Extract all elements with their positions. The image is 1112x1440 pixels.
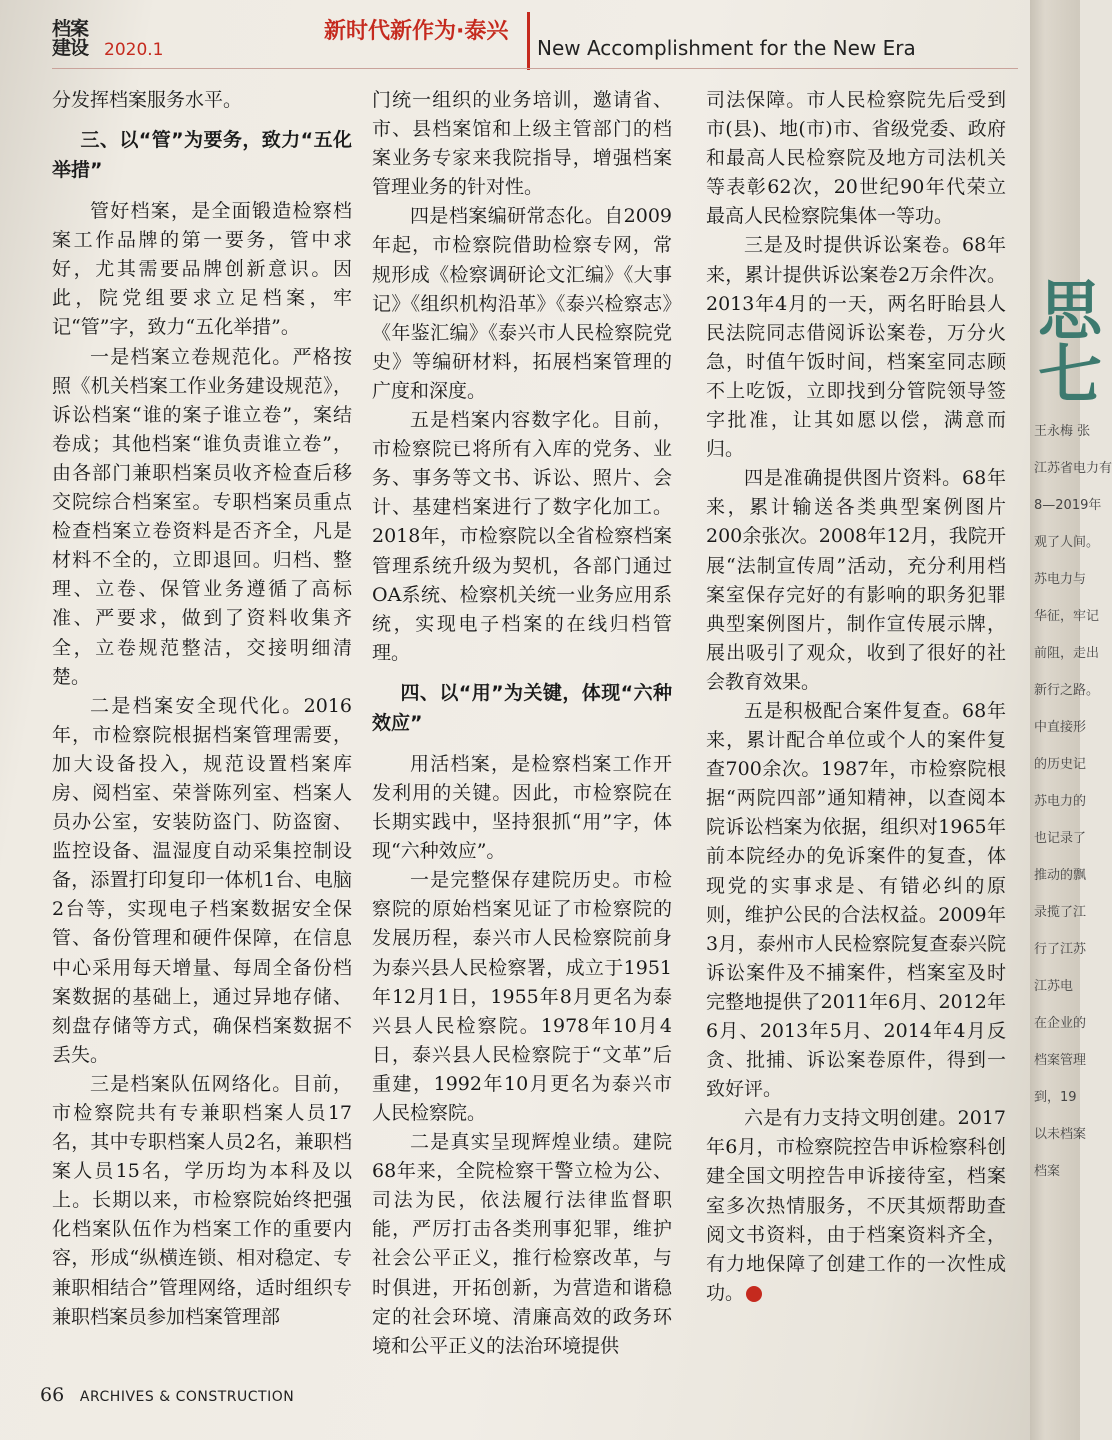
adjacent-text-fragment: 前阻，走出 [1034,646,1100,661]
journal-name: ARCHIVES & CONSTRUCTION [79,1389,295,1405]
adjacent-text-fragment: 华征，牢记 [1034,609,1100,624]
end-mark-icon [746,1286,762,1302]
adjacent-text-fragment: 王永梅 张 [1034,424,1091,439]
page-footer [40,1384,294,1406]
adjacent-text-fragment: 行了江苏 [1034,942,1087,957]
paragraph: 四是准确提供图片资料。68年来，累计输送各类典型案例图片200余张次。2008年12月，我院开展“法制宣传周”活动，充分利用档案室保存完好的有影响的职务犯罪典型案例图片，制作宣传展示牌，展出吸引了观众，收到了很好的社会教育效果。 [706,467,1006,693]
text-column-1 [52,86,352,1332]
adjacent-title-fragment: 思七 [1038,275,1102,413]
adjacent-text-fragment: 档案管理 [1034,1053,1087,1068]
paragraph: 一是完整保存建院历史。市检察院的原始档案见证了市检察院的发展历程，泰兴市人民检察院前身为泰兴县人民检察署，成立于1951年12月1日，1955年8月更名为泰兴县人民检察院。1978年10月4日，泰兴县人民检察院于“文革”后重建，1992年10月更名为泰兴市人民检察院。 [372,869,672,1124]
section-heading: 三、以“管”为要务，致力“五化举措” [52,129,352,182]
paragraph-text: 六是有力支持文明创建。2017年6月，市检察院控告申诉检察科创建全国文明控告申诉接待室，档案室多次热情服务，不厌其烦帮助查阅文书资料，由于档案资料齐全，有力地保障了创建工作的一次性成功。 [706,1107,1006,1304]
adjacent-text-fragment: 江苏电 [1034,979,1074,994]
adjacent-text-fragment: 录揽了江 [1034,905,1087,920]
adjacent-text-fragment: 推动的飘 [1034,868,1087,883]
column-title-en: New Accomplishment for the New Era [537,36,916,60]
adjacent-text-fragment: 以未档案 [1034,1127,1087,1142]
paragraph-final [706,1104,1006,1308]
adjacent-page-edge [1030,0,1112,1440]
logo-line-2: 建设 [52,37,89,59]
column-title-cn: 新时代新作为·泰兴 [324,19,509,44]
header-divider [527,12,530,70]
paragraph: 管好档案，是全面锻造检察档案工作品牌的第一要务，管中求好，尤其需要品牌创新意识。因此，院党组要求立足档案，牢记“管”字，致力“五化举措”。 [52,200,352,339]
adjacent-text-fragment: 江苏省电力有 [1034,461,1112,476]
logo-line-1: 档案 [52,18,89,40]
adjacent-text-fragment: 的历史记 [1034,757,1087,772]
adjacent-text-fragment: 苏电力与 [1034,572,1087,587]
paragraph: 二是真实呈现辉煌业绩。建院68年来，全院检察干警立检为公、司法为民，依法履行法律监督职能，严厉打击各类刑事犯罪，维护社会公平正义，推行检察改革，与时俱进，开拓创新，为营造和谐稳定的社会环境、清廉高效的政务环境和公平正义的法治环境提供 [372,1131,672,1357]
paragraph: 二是档案安全现代化。2016年，市检察院根据档案管理需要，加大设备投入，规范设置档案库房、阅档室、荣誉陈列室、档案人员办公室，安装防盗门、防盗窗、监控设备、温湿度自动采集控制设备，添置打印复印一体机1台、电脑2台等，实现电子档案数据安全保管、备份管理和硬件保障，在信息中心采用每天增量、每周全备份档案数据的基础上，通过异地存储、刻盘存储等方式，确保档案数据不丢失。 [52,694,352,1066]
text-column-2 [372,86,672,1361]
paragraph: 司法保障。市人民检察院先后受到市(县)、地(市)市、省级党委、政府和最高人民检察院及地方司法机关等表彰62次，20世纪90年代荣立最高人民检察院集体一等功。 [706,89,1006,228]
adjacent-text-fragment: 中直接形 [1034,720,1087,735]
paragraph: 四是档案编研常态化。自2009年起，市检察院借助检察专网，常规形成《检察调研论文汇编》《大事记》《组织机构沿革》《泰兴检察志》《年鉴汇编》《泰兴市人民检察院党史》等编研材料，拓展档案管理的广度和深度。 [372,205,672,402]
text-column-3 [706,86,1006,1308]
adjacent-text-fragment: 到，19 [1034,1090,1077,1105]
adjacent-text-fragment: 新行之路。 [1034,683,1100,698]
header-rule [52,68,1018,69]
adjacent-text-fragment: 观了人间。 [1034,535,1100,550]
issue-year: 2020.1 [104,40,164,60]
adjacent-text-fragment: 档案 [1034,1164,1061,1179]
adjacent-text-fragment: 苏电力的 [1034,794,1087,809]
paragraph: 五是档案内容数字化。目前，市检察院已将所有入库的党务、业务、事务等文书、诉讼、照片、会计、基建档案进行了数字化加工。2018年，市检察院以全省检察档案管理系统升级为契机，各部门通过OA系统、检察机关统一业务应用系统，实现电子档案的在线归档管理。 [372,409,672,664]
paragraph: 三是档案队伍网络化。目前，市检察院共有专兼职档案人员17名，其中专职档案人员2名，兼职档案人员15名，学历均为本科及以上。长期以来，市检察院始终把强化档案队伍作为档案工作的重要内容，形成“纵横连锁、相对稳定、专兼职相结合”管理网络，适时组织专兼职档案员参加档案管理部 [52,1072,352,1328]
page-number: 66 [40,1384,65,1406]
adjacent-text-fragment: 在企业的 [1034,1016,1087,1031]
paragraph: 一是档案立卷规范化。严格按照《机关档案工作业务建设规范》，诉讼档案“谁的案子谁立卷”，案结卷成；其他档案“谁负责谁立卷”，由各部门兼职档案员收齐检查后移交院综合档案室。专职档案员重点检查档案立卷资料是否齐全，凡是材料不全的，立即退回。归档、整理、立卷、保管业务遵循了高标准、严要求，做到了资料收集齐全，立卷规范整洁，交接明细清楚。 [52,345,352,688]
paragraph: 分发挥档案服务水平。 [52,89,243,111]
adjacent-text-fragment: 也记录了 [1034,831,1087,846]
journal-logo [52,20,88,58]
paragraph: 用活档案，是检察档案工作开发利用的关键。因此，市检察院在长期实践中，坚持狠抓“用”字，体现“六种效应”。 [372,752,672,863]
paragraph: 三是及时提供诉讼案卷。68年来，累计提供诉讼案卷2万余件次。2013年4月的一天，两名盱眙县人民法院同志借阅诉讼案卷，万分火急，时值午饭时间，档案室同志顾不上吃饭，立即找到分管院领导签字批准，让其如愿以偿，满意而归。 [706,234,1006,461]
adjacent-text-fragment: 8—2019年 [1034,498,1102,513]
paragraph: 五是积极配合案件复查。68年来，累计配合单位或个人的案件复查700余次。1987年，市检察院根据“两院四部”通知精神，以查阅本院诉讼档案为依据，组织对1965年前本院经办的免诉案件的复查，体现党的实事求是、有错必纠的原则，维护公民的合法权益。2009年3月，泰州市人民检察院复查泰兴院诉讼案件及不捕案件，档案室及时完整地提供了2011年6月、2012年6月、2013年5月、2014年4月反贪、批捕、诉讼案卷原件，得到一致好评。 [706,699,1006,1101]
section-heading: 四、以“用”为关键，体现“六种效应” [372,681,672,734]
paragraph: 门统一组织的业务培训，邀请省、市、县档案馆和上级主管部门的档案业务专家来我院指导，增强档案管理业务的针对性。 [372,89,672,199]
